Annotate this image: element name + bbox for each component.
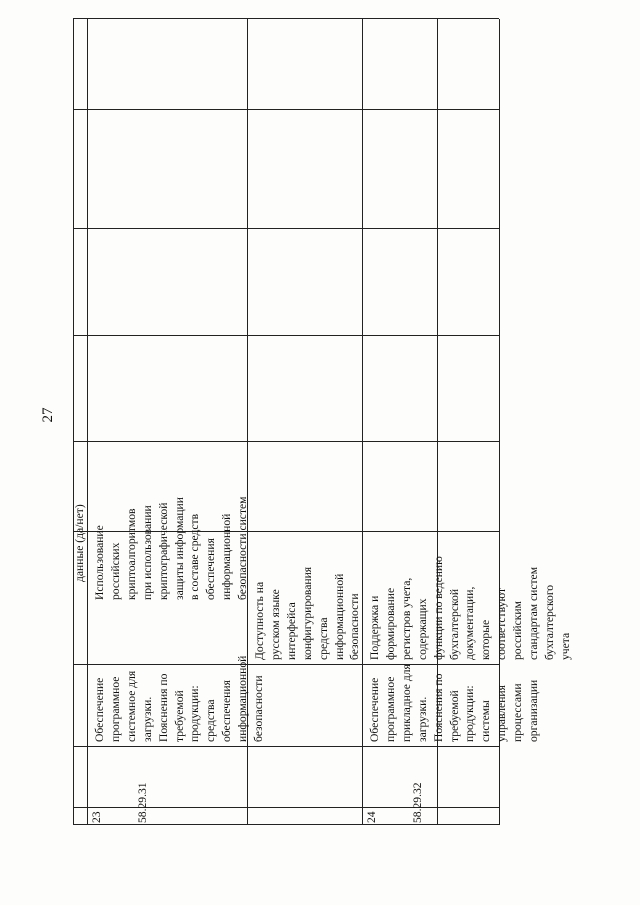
product-description: требуемой xyxy=(447,690,461,742)
product-description: Обеспечение xyxy=(368,677,381,742)
requirement-text: защиты информации xyxy=(172,497,186,600)
requirement-text: криптографической xyxy=(156,502,170,600)
page-number: 27 xyxy=(40,407,56,423)
requirement-text: Поддержка и xyxy=(368,595,381,660)
requirement-text: безопасности xyxy=(348,593,362,660)
requirement-text: бухгалтерской xyxy=(447,588,461,660)
requirement-text: в составе средств xyxy=(188,513,202,600)
row-number: 23 xyxy=(90,811,103,823)
product-description: загрузки. xyxy=(140,696,154,742)
product-description: управления xyxy=(495,685,509,742)
requirement-text: бухгалтерского xyxy=(542,584,556,660)
product-description: средства xyxy=(204,699,218,742)
table-border xyxy=(362,19,363,825)
requirement-text: средства xyxy=(316,617,330,660)
product-description: организации xyxy=(527,679,540,742)
requirement-text: российским xyxy=(511,601,525,660)
requirement-text: информационной xyxy=(332,573,346,660)
product-code: 58.29.32 xyxy=(411,782,424,823)
product-description: программное xyxy=(108,676,122,742)
requirement-text: интерфейса xyxy=(284,602,298,660)
table-border xyxy=(73,19,74,825)
requirement-text: учета xyxy=(558,632,572,660)
product-description: процессами xyxy=(511,683,525,742)
requirement-text: которые xyxy=(479,619,493,660)
requirement-text: обеспечения xyxy=(204,538,218,600)
table-border xyxy=(73,824,499,825)
product-description: продукции: xyxy=(188,685,202,742)
table-border xyxy=(87,19,88,825)
requirement-text: регистров учета, xyxy=(399,577,413,660)
product-description: программное xyxy=(383,676,397,742)
requirement-text: безопасности систем xyxy=(236,496,250,600)
product-description: системное для xyxy=(124,670,138,742)
table-border xyxy=(73,746,499,747)
requirement-text: российских xyxy=(108,542,122,600)
requirement-text: русском языке xyxy=(268,589,282,660)
row-number: 24 xyxy=(365,811,378,823)
product-description: безопасности xyxy=(252,675,265,742)
product-description: системы xyxy=(479,700,493,742)
product-description: требуемой xyxy=(172,690,186,742)
product-description: Обеспечение xyxy=(93,677,106,742)
requirement-text: криптоалгоритмов xyxy=(124,508,138,600)
requirement-text: стандартам систем xyxy=(527,566,540,660)
table-border xyxy=(73,109,499,110)
requirement-text: при использовании xyxy=(140,505,154,600)
requirement-text: формирование xyxy=(383,587,397,660)
table-border xyxy=(73,18,499,19)
requirement-header: данные (да/нет) xyxy=(73,504,86,582)
requirement-text: Доступность на xyxy=(253,581,266,660)
product-description: загрузки. xyxy=(415,696,429,742)
requirement-text: функции по ведению xyxy=(431,556,445,660)
product-description: информационной xyxy=(236,655,250,742)
product-description: продукции: xyxy=(463,685,477,742)
requirement-text: содержащих xyxy=(415,598,429,660)
product-description: обеспечения xyxy=(220,680,234,742)
product-code: 58.29.31 xyxy=(136,782,149,823)
requirement-text: документации, xyxy=(463,586,477,660)
table-border xyxy=(73,441,499,442)
requirement-text: соответствуют xyxy=(495,587,509,660)
table-border xyxy=(73,664,499,665)
requirement-text: Использование xyxy=(93,525,106,600)
table-border xyxy=(73,228,499,229)
requirement-text: информационной xyxy=(220,513,234,600)
product-description: прикладное для xyxy=(399,664,413,742)
table-border xyxy=(73,335,499,336)
product-description: Пояснения по xyxy=(431,673,445,742)
requirement-text: конфигурирования xyxy=(300,566,314,660)
product-description: Пояснения по xyxy=(156,673,170,742)
